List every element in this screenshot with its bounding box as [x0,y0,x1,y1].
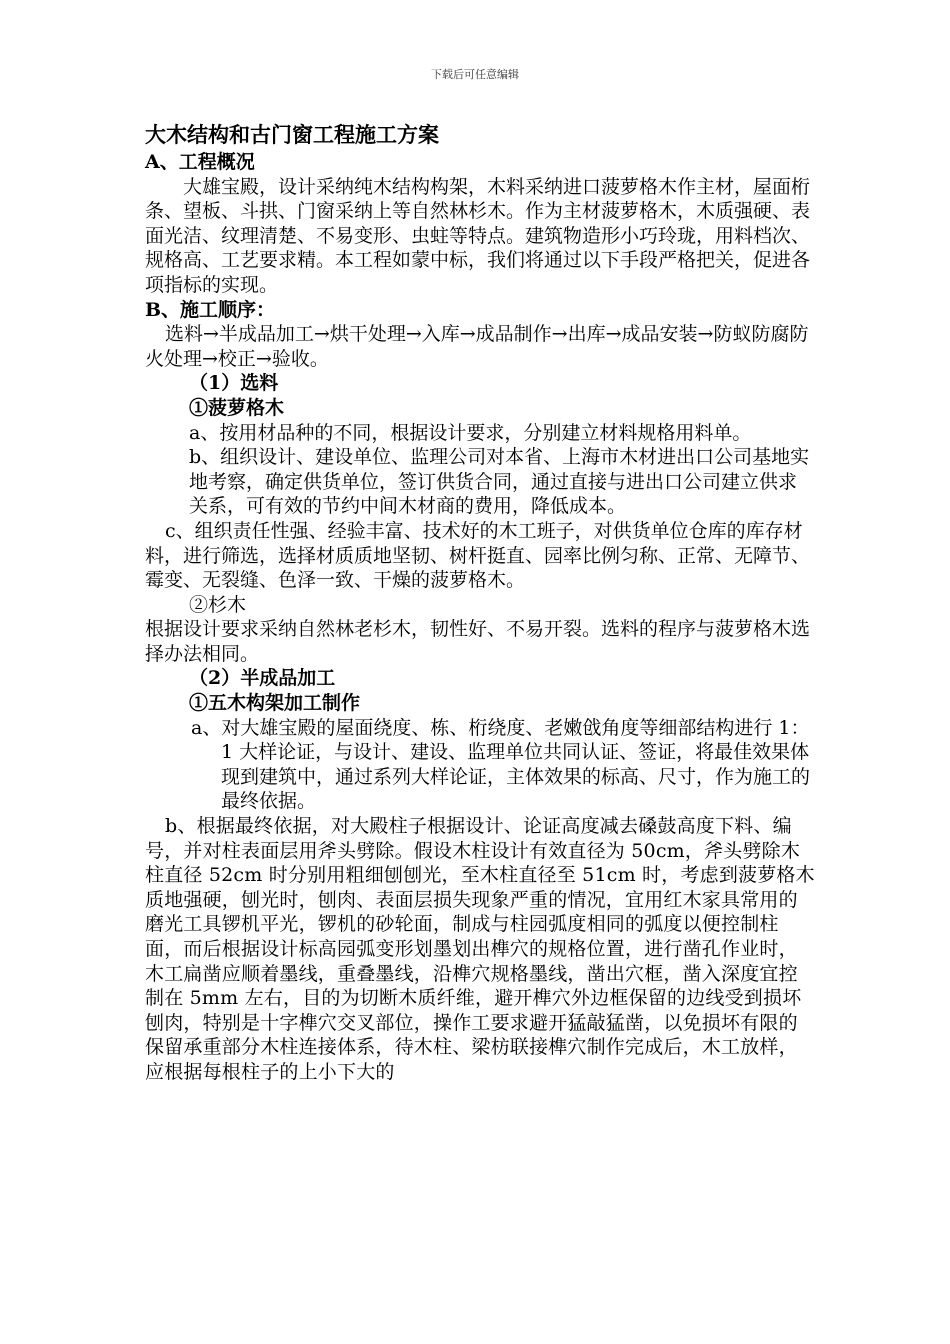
document-body [145,120,815,1085]
subsection-1a-item-c: c、组织责任性强、经验丰富、技术好的木工班子，对供货单位仓库的库存材料，进行筛选，选择材质质地坚韧、树杆挺直、园率比例匀称、正常、无障节、霉变、无裂缝、色泽一致、干燥的菠萝格木。 [145,519,811,592]
section-a-heading: A、工程概况 [145,151,255,173]
page-header-note: 下载后可任意编辑 [431,68,519,81]
section-b-heading: B、施工顺序： [145,298,276,321]
subsection-1a-item-a: a、按用材品种的不同，根据设计要求，分别建立材料规格用料单。 [189,421,752,444]
subsection-1b-paragraph: 根据设计要求采纳自然林老杉木，韧性好、不易开裂。选料的程序与菠萝格木选择办法相同。 [145,618,811,665]
document-title: 大木结构和古门窗工程施工方案 [145,122,439,147]
subsection-1a-item-b: b、组织设计、建设单位、监理公司对本省、上海市木材进出口公司基地实地考察，确定供货单位，签订供货合同，通过直接与进出口公司建立供求关系，可有效的节约中间木材商的费用，降低成本。 [189,446,810,518]
subsection-2a-item-a: a、对大雄宝殿的屋面绕度、栋、桁绕度、老嫩戗角度等细部结构进行 1：1 大样论证，与设计、建设、监理单位共同认证、签证，将最佳效果体现到建筑中，通过系列大样论证，主体效果的标高、尺寸，作为施工的最终依据。 [191,716,811,813]
subsection-1b-heading: ②杉木 [189,593,247,616]
subsection-2a-item-b: b、根据最终依据，对大殿柱子根据设计、论证高度减去磉鼓高度下料、编号，并对柱表面层用斧头劈除。假设木柱设计有效直径为 50cm，斧头劈除木柱直径 52cm 时分别用粗细刨刨光，至木柱直径至 51cm 时，考虑到菠萝格木质地强硬，刨光时，刨肉、表面层损失现象严重的情况，宜用红木家具常用的磨光工具锣机平光，锣机的砂轮面，制成与柱园弧度相同的弧度以便控制柱面，而后根据设计标高园弧变形划墨划出榫穴的规格位置，进行凿孔作业时，木工扁凿应顺着墨线，重叠墨线，沿榫穴规格墨线，凿出穴框，凿入深度宜控制在 5mm 左右，目的为切断木质纤维，避开榫穴外边框保留的边线受到损坏刨肉，特别是十字榫穴交叉部位，操作工要求避开猛敲猛凿，以免损坏有限的保留承重部分木柱连接体系，待木柱、梁枋联接榫穴制作完成后，木工放样，应根据每根柱子的上小下大的 [145,815,815,1083]
section-b-paragraph: 选料→半成品加工→烘干处理→入库→成品制作→出库→成品安装→防蚁防腐防火处理→校正→验收。 [145,323,809,370]
subsection-2-heading: （2）半成品加工 [189,667,336,690]
section-a-paragraph: 大雄宝殿，设计采纳纯木结构构架，木料采纳进口菠萝格木作主材，屋面桁条、望板、斗拱、门窗采纳上等自然林杉木。作为主材菠萝格木，木质强硬、表面光洁、纹理清楚、不易变形、虫蛀等特点。建筑物造形小巧玲珑，用料档次、规格高、工艺要求精。本工程如蒙中标，我们将通过以下手段严格把关，促进各项指标的实现。 [145,175,811,296]
subsection-1-heading: （1）选料 [189,372,279,395]
subsection-2a-heading: ①五木构架加工制作 [189,692,361,715]
subsection-1a-heading: ①菠萝格木 [189,396,285,419]
